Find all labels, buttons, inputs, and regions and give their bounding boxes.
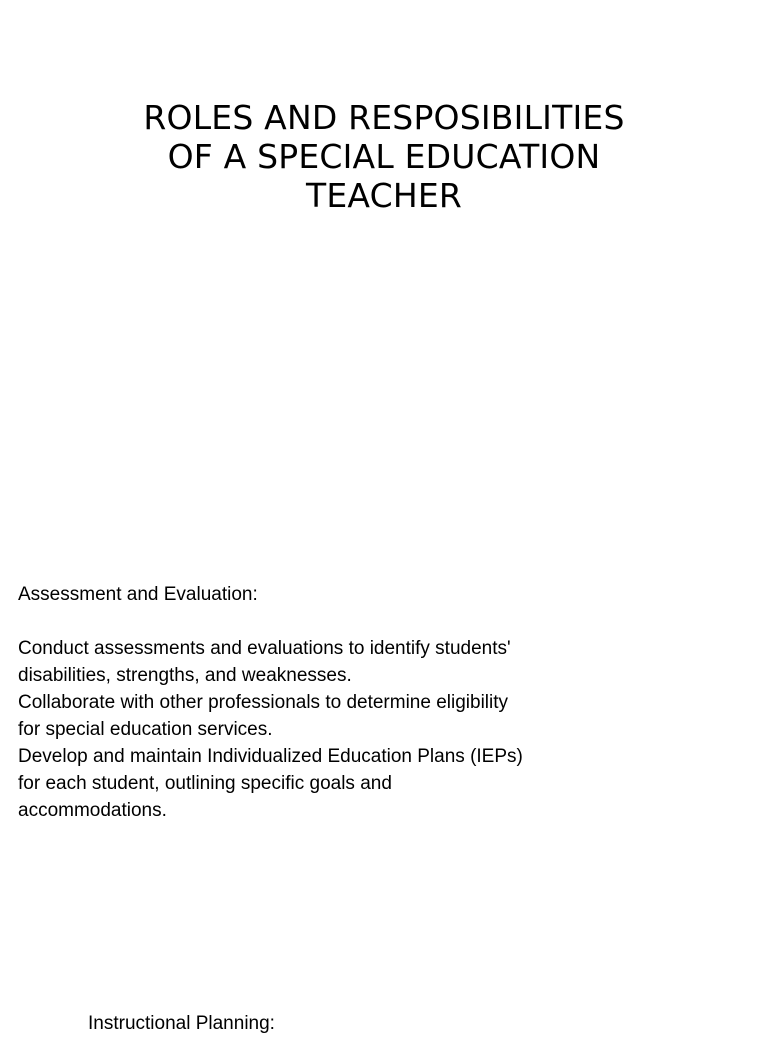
body-line-1: Conduct assessments and evaluations to identify students' [18, 638, 511, 659]
body-line-4: for special education services. [18, 719, 273, 740]
next-section-heading: Instructional Planning: [88, 1013, 275, 1034]
section-heading: Assessment and Evaluation: [18, 584, 258, 605]
body-line-6: for each student, outlining specific goals and [18, 773, 392, 794]
body-line-2: disabilities, strengths, and weaknesses. [18, 665, 352, 686]
title-line-2: OF A SPECIAL EDUCATION [167, 137, 601, 176]
body-line-3: Collaborate with other professionals to determine eligibility [18, 692, 509, 713]
paragraph-spacer [18, 608, 618, 635]
assessment-section [18, 581, 618, 824]
page-title [0, 98, 768, 215]
body-line-7: accommodations. [18, 800, 167, 821]
body-line-5: Develop and maintain Individualized Education Plans (IEPs) [18, 746, 523, 767]
title-line-1: ROLES AND RESPOSIBILITIES [143, 98, 625, 137]
title-line-3: TEACHER [305, 176, 463, 215]
